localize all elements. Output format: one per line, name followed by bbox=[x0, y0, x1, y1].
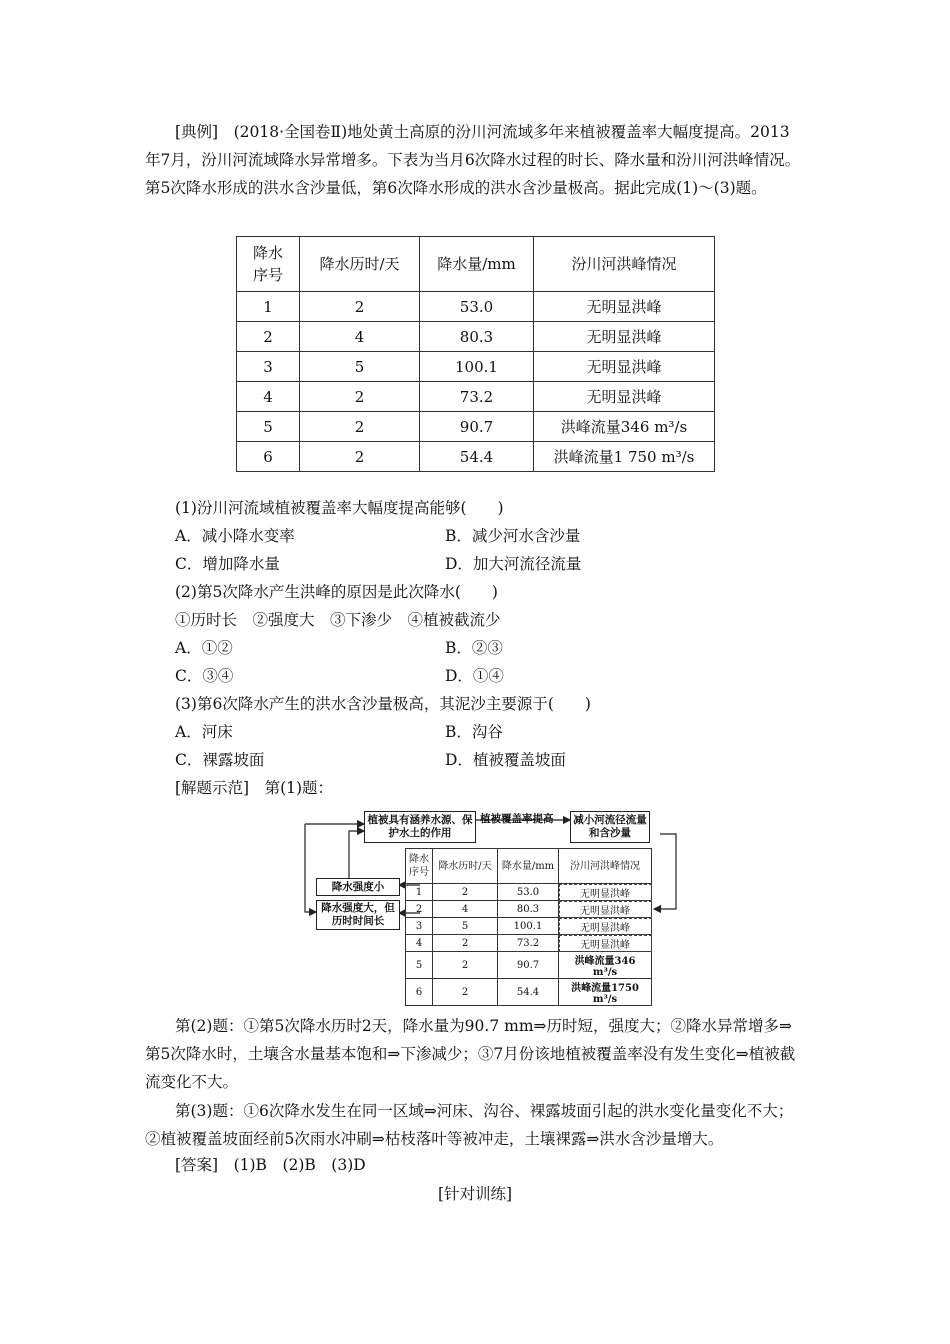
diagram-table: 降水序号 降水历时/天 降水量/mm 汾川河洪峰情况 1 2 53.0 无明显洪峰 2 4 80.3 无明显洪峰 3 5 100.1 无明显洪峰 4 2 73.2 无明显洪峰 5 2 90.7 洪峰流量346 m³/s 6 2 54.4 洪峰流量1750 m³/s bbox=[405, 848, 652, 1006]
header-flood: 汾川河洪峰情况 bbox=[534, 237, 715, 292]
table-row: 2 4 80.3 无明显洪峰 bbox=[406, 901, 652, 918]
q2-option-d: D．①④ bbox=[445, 667, 504, 685]
solution-diagram bbox=[302, 808, 687, 1005]
table-row: 4 2 73.2 无明显洪峰 bbox=[406, 935, 652, 952]
q2-option-c: C．③④ bbox=[175, 667, 234, 685]
intensity-small-box: 降水强度小 bbox=[316, 878, 400, 896]
explain-q3: 第(3)题：①6次降水发生在同一区域⇒河床、沟谷、裸露坡面引起的洪水变化量变化不大；②植被覆盖坡面经前5次雨水冲刷⇒枯枝落叶等被冲走，土壤裸露⇒洪水含沙量增大。 bbox=[145, 1102, 794, 1148]
q3-option-a: A．河床 bbox=[175, 723, 233, 741]
table-row: 5 2 90.7 洪峰流量346 m³/s bbox=[406, 952, 652, 979]
runoff-box: 减小河流径流量和含沙量 bbox=[570, 811, 650, 843]
q2-stem: (2)第5次降水产生洪峰的原因是此次降水( ) bbox=[175, 583, 498, 601]
table-row: 3 5 100.1 无明显洪峰 bbox=[237, 352, 715, 382]
q1-option-d: D．加大河流径流量 bbox=[445, 555, 582, 573]
veg-function-box: 植被具有涵养水源、保护水土的作用 bbox=[364, 811, 476, 843]
q1-option-a: A．减小降水变率 bbox=[175, 527, 295, 545]
solution-label: [解题示范] 第(1)题： bbox=[175, 779, 334, 797]
answer-line: [答案] (1)B (2)B (3)D bbox=[175, 1156, 366, 1174]
table-row: 5 2 90.7 洪峰流量346 m³/s bbox=[237, 412, 715, 442]
q2-option-b: B．②③ bbox=[445, 639, 503, 657]
table-row: 3 5 100.1 无明显洪峰 bbox=[406, 918, 652, 935]
rainfall-table bbox=[236, 236, 715, 472]
intro-text: (2018·全国卷Ⅱ)地处黄土高原的汾川河流域多年来植被覆盖率大幅度提高。2013年7月，汾川河流域降水异常增多。下表为当月6次降水过程的时长、降水量和汾川河洪峰情况。第5次降水形成的洪水含沙量低，第6次降水形成的洪水含沙量极高。据此完成(1)～(3)题。 bbox=[145, 123, 801, 197]
intro-label: [典例] bbox=[175, 123, 219, 141]
header-duration: 降水历时/天 bbox=[300, 237, 420, 292]
q3-option-c: C．裸露坡面 bbox=[175, 751, 265, 769]
q1-option-b: B．减少河水含沙量 bbox=[445, 527, 581, 545]
intensity-big-box: 降水强度大，但历时时间长 bbox=[316, 900, 400, 930]
q1-stem: (1)汾川河流域植被覆盖率大幅度提高能够( ) bbox=[175, 499, 504, 517]
section-title: [针对训练] bbox=[437, 1185, 513, 1203]
q3-option-b: B．沟谷 bbox=[445, 723, 503, 741]
q1-option-c: C．增加降水量 bbox=[175, 555, 280, 573]
table-row: 6 2 54.4 洪峰流量1750 m³/s bbox=[406, 979, 652, 1006]
table-row: 1 2 53.0 无明显洪峰 bbox=[237, 292, 715, 322]
header-amount: 降水量/mm bbox=[420, 237, 534, 292]
table-row: 6 2 54.4 洪峰流量1 750 m³/s bbox=[237, 442, 715, 472]
explain-q2: 第(2)题：①第5次降水历时2天，降水量为90.7 mm⇒历时短，强度大；②降水异常增多⇒第5次降水时，土壤含水量基本饱和⇒下渗减少；③7月份该地植被覆盖率没有发生变化⇒植被截流变化不大。 bbox=[145, 1017, 796, 1091]
arrow-label: 植被覆盖率提高 bbox=[480, 813, 554, 825]
table-row: 2 4 80.3 无明显洪峰 bbox=[237, 322, 715, 352]
q2-items: ①历时长 ②强度大 ③下渗少 ④植被截流少 bbox=[175, 611, 501, 629]
table-header-row bbox=[237, 237, 715, 292]
table-row: 1 2 53.0 无明显洪峰 bbox=[406, 884, 652, 901]
q2-option-a: A．①② bbox=[175, 639, 233, 657]
header-seq: 降水 序号 bbox=[237, 237, 300, 292]
q3-option-d: D．植被覆盖坡面 bbox=[445, 751, 566, 769]
q3-stem: (3)第6次降水产生的洪水含沙量极高，其泥沙主要源于( ) bbox=[175, 695, 591, 713]
intro-paragraph bbox=[145, 118, 805, 202]
table-row: 4 2 73.2 无明显洪峰 bbox=[237, 382, 715, 412]
